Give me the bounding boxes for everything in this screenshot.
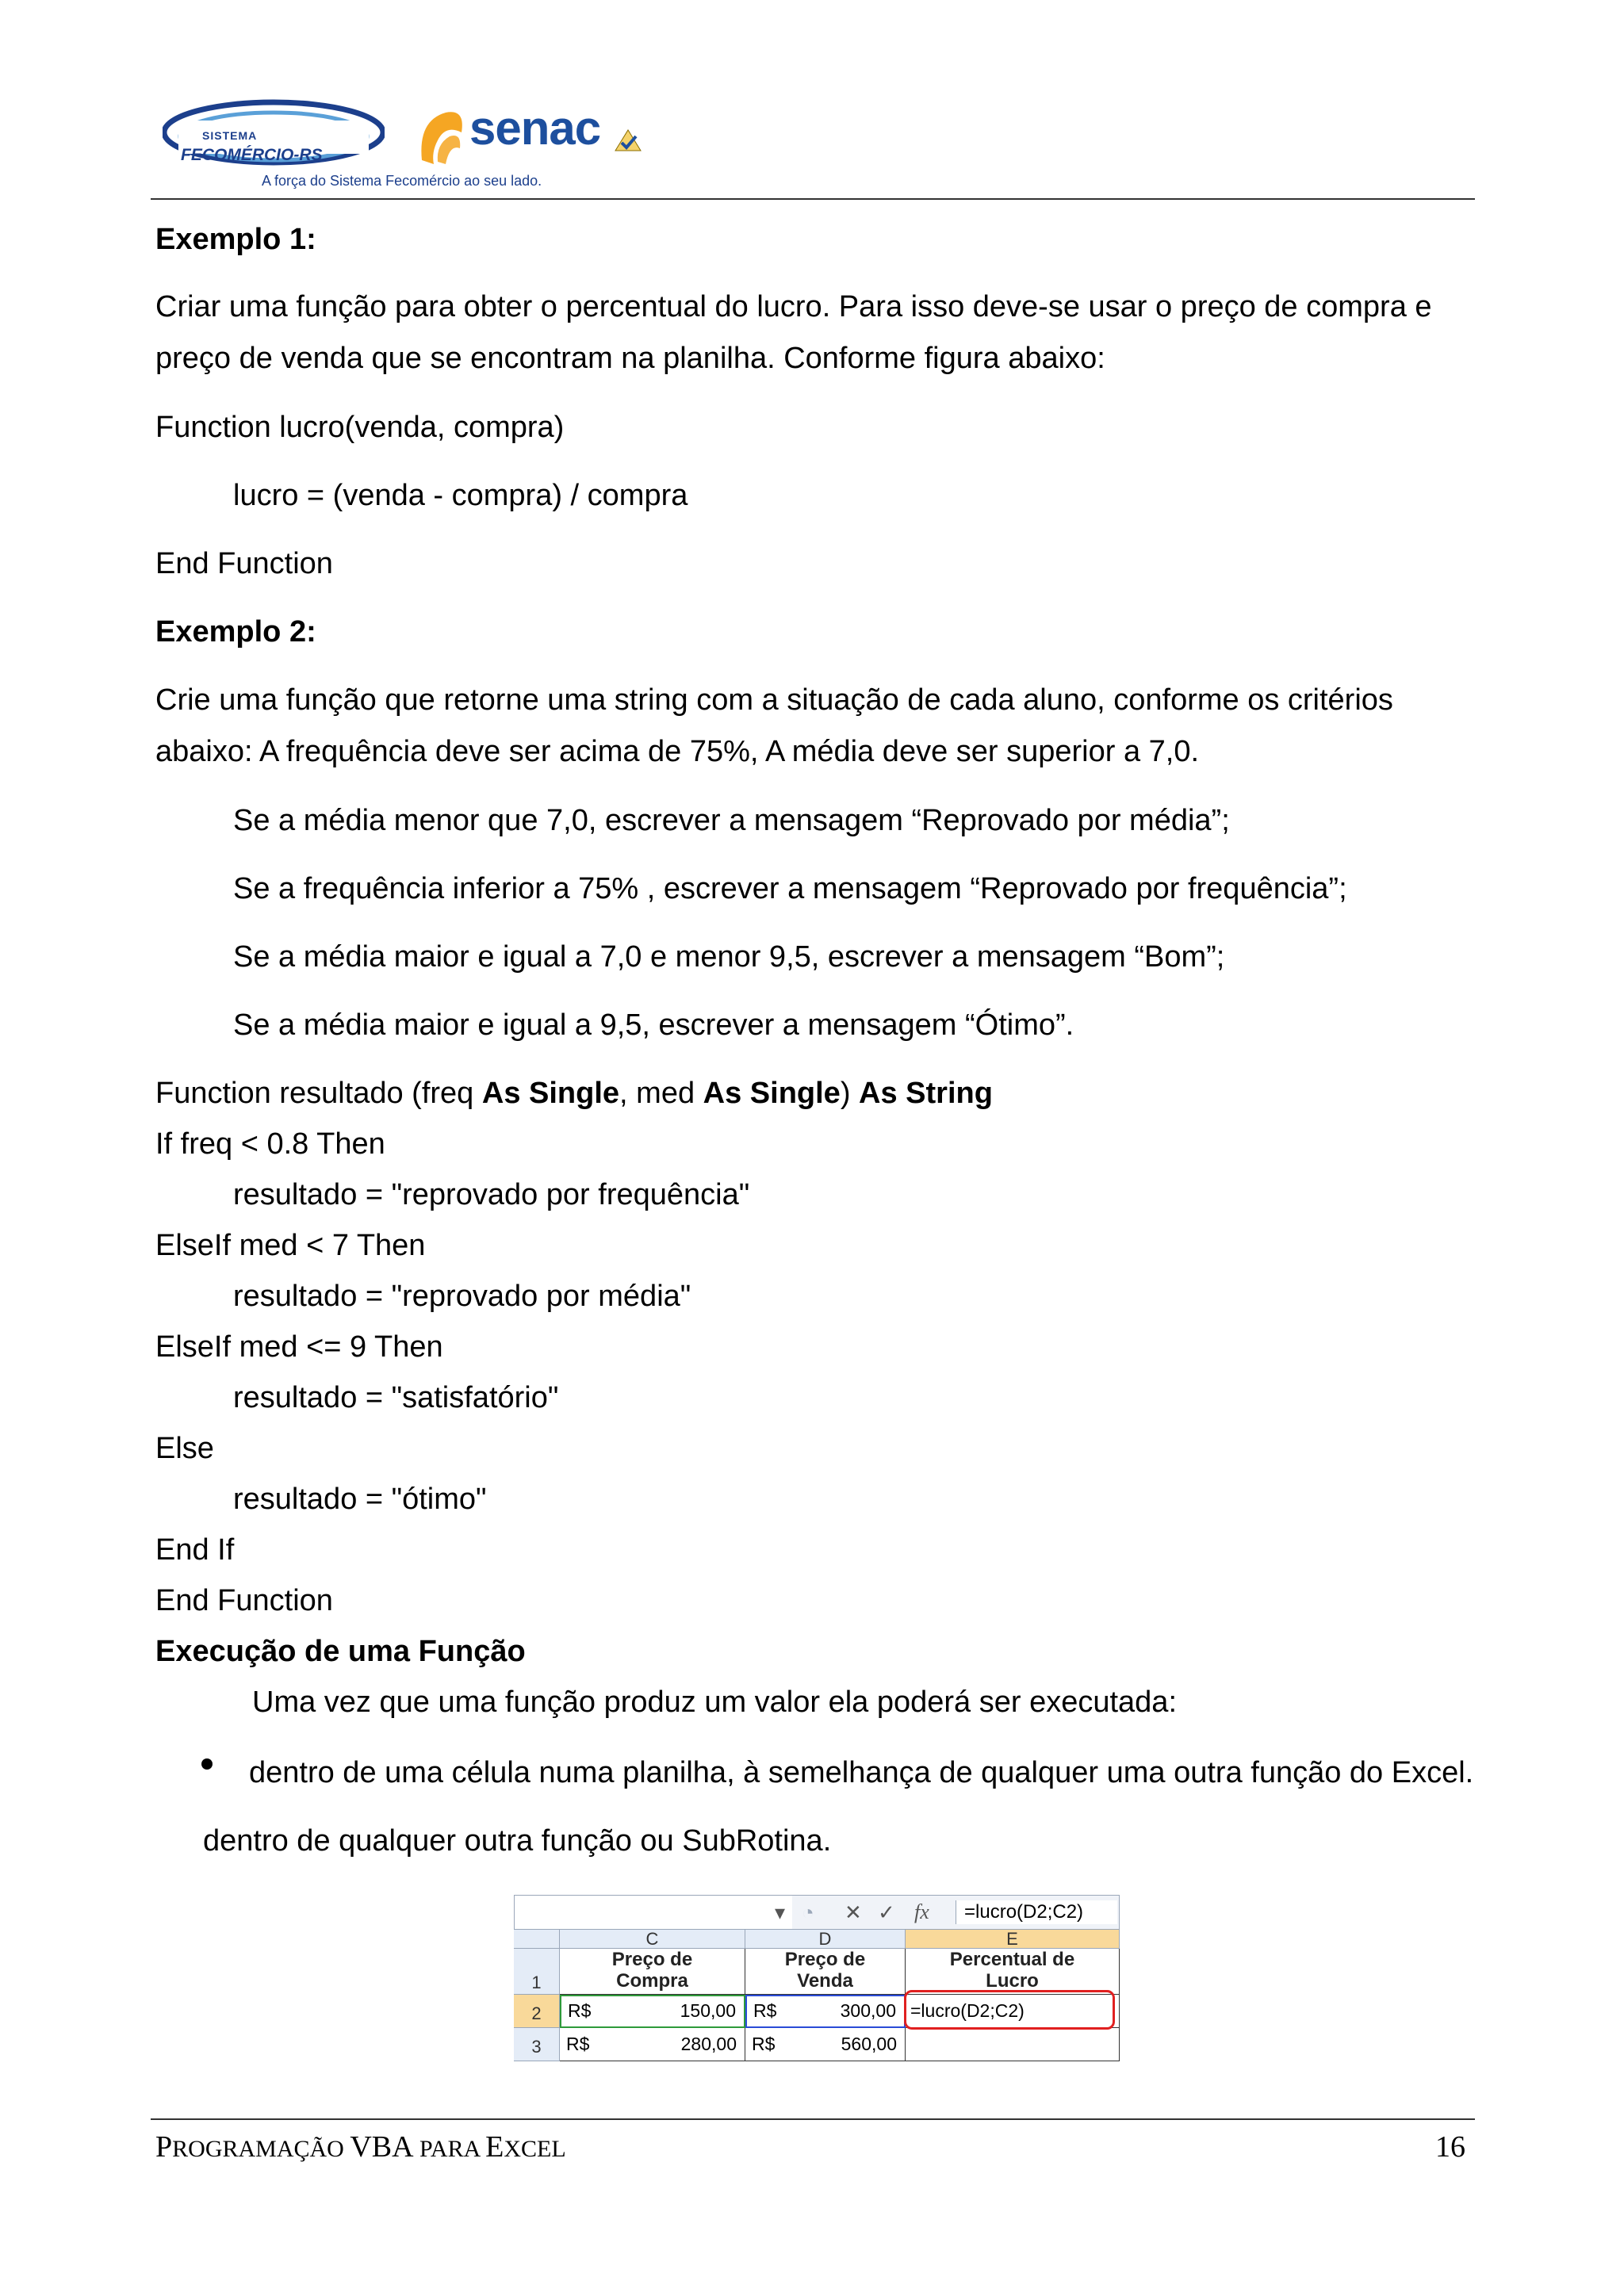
criterion-1: Se a média menor que 7,0, escrever a mensagem “Reprovado por média”; bbox=[233, 804, 1230, 837]
formula-input[interactable]: =lucro(D2;C2) bbox=[956, 1900, 1117, 1924]
cancel-x-icon[interactable]: ✕ bbox=[845, 1900, 862, 1924]
column-header-e[interactable]: E bbox=[906, 1930, 1120, 1949]
cell-e1[interactable]: Percentual de Lucro bbox=[906, 1949, 1120, 1995]
footer-document-title: PROGRAMAÇÃO VBA PARA EXCEL bbox=[155, 2130, 566, 2164]
example2-paragraph-line1: Crie uma função que retorne uma string com a situação de cada aluno, conforme os critérios bbox=[155, 683, 1393, 717]
bullet-icon bbox=[201, 1758, 213, 1770]
code-line-5: ElseIf med <= 9 Then bbox=[155, 1330, 443, 1364]
formula-bar bbox=[514, 1895, 1120, 1930]
example1-paragraph-line1: Criar uma função para obter o percentual do lucro. Para isso deve-se usar o preço de compra e bbox=[155, 290, 1432, 323]
senac-seal-icon bbox=[612, 127, 644, 159]
example1-paragraph-line2: preço de venda que se encontram na planilha. Conforme figura abaixo: bbox=[155, 342, 1105, 375]
execution-title: Execução de uma Função bbox=[155, 1635, 526, 1668]
cell-d1[interactable]: Preço de Venda bbox=[745, 1949, 906, 1995]
cell-c2[interactable]: R$ 150,00 bbox=[560, 1995, 745, 2028]
code-line-4: resultado = "reprovado por média" bbox=[233, 1280, 691, 1313]
criterion-2: Se a frequência inferior a 75% , escrever a mensagem “Reprovado por frequência”; bbox=[233, 872, 1347, 905]
cell-c3[interactable]: R$ 280,00 bbox=[560, 2028, 745, 2061]
criterion-3: Se a média maior e igual a 7,0 e menor 9,5, escrever a mensagem “Bom”; bbox=[233, 940, 1225, 974]
fx-icon[interactable]: fx bbox=[914, 1900, 929, 1923]
code-line-6: resultado = "satisfatório" bbox=[233, 1381, 559, 1414]
fecomercio-logo bbox=[163, 97, 385, 184]
senac-emblem-icon bbox=[414, 105, 469, 168]
example2-paragraph-line2: abaixo: A frequência deve ser acima de 75%, A média deve ser superior a 7,0. bbox=[155, 735, 1200, 768]
footer-rule bbox=[151, 2118, 1475, 2120]
code-line-9: End If bbox=[155, 1533, 235, 1567]
example1-code-line3: End Function bbox=[155, 547, 333, 580]
cell-d3[interactable]: R$ 560,00 bbox=[745, 2028, 906, 2061]
excel-screenshot bbox=[514, 1895, 1120, 2066]
fecomercio-name: FECOMÉRCIO-RS bbox=[181, 146, 323, 164]
cell-c1[interactable]: Preço de Compra bbox=[560, 1949, 745, 1995]
criterion-4: Se a média maior e igual a 9,5, escrever a mensagem “Ótimo”. bbox=[233, 1008, 1074, 1042]
column-header-c[interactable]: C bbox=[560, 1930, 745, 1949]
circle-icon: ◔ bbox=[802, 1900, 814, 1924]
row-header-3[interactable]: 3 bbox=[514, 2028, 560, 2061]
dropdown-arrow-icon[interactable]: ▾ bbox=[775, 1900, 786, 1924]
example1-code-line2: lucro = (venda - compra) / compra bbox=[233, 479, 688, 512]
column-header-d[interactable]: D bbox=[745, 1930, 906, 1949]
list-line-2: dentro de qualquer outra função ou SubRotina. bbox=[203, 1824, 832, 1858]
fecomercio-sistema: SISTEMA bbox=[202, 129, 258, 142]
row-header-1[interactable]: 1 bbox=[514, 1949, 560, 1995]
bullet-item-1: dentro de uma célula numa planilha, à semelhança de qualquer uma outra função do Excel. bbox=[249, 1756, 1474, 1789]
code-function-signature: Function resultado (freq As Single, med As Single) As String bbox=[155, 1077, 993, 1110]
page-number: 16 bbox=[1435, 2130, 1465, 2164]
row-header-2[interactable]: 2 bbox=[514, 1995, 560, 2028]
name-box[interactable] bbox=[515, 1896, 792, 1929]
code-line-10: End Function bbox=[155, 1584, 333, 1617]
cell-e2-active[interactable]: =lucro(D2;C2) bbox=[906, 1995, 1120, 2028]
formula-highlight-ring bbox=[904, 1990, 1115, 2030]
code-line-1: If freq < 0.8 Then bbox=[155, 1127, 385, 1161]
select-all-corner[interactable] bbox=[514, 1930, 560, 1949]
code-line-7: Else bbox=[155, 1432, 214, 1465]
code-line-8: resultado = "ótimo" bbox=[233, 1483, 487, 1516]
code-line-2: resultado = "reprovado por frequência" bbox=[233, 1178, 750, 1211]
example2-title: Exemplo 2: bbox=[155, 615, 316, 649]
senac-wordmark: senac bbox=[469, 101, 601, 155]
fecomercio-tagline: A força do Sistema Fecomércio ao seu lado. bbox=[262, 173, 542, 189]
header-rule bbox=[151, 198, 1475, 200]
enter-check-icon[interactable]: ✓ bbox=[878, 1900, 895, 1924]
example1-title: Exemplo 1: bbox=[155, 223, 316, 256]
example1-code-line1: Function lucro(venda, compra) bbox=[155, 411, 565, 444]
code-line-3: ElseIf med < 7 Then bbox=[155, 1229, 426, 1262]
execution-paragraph: Uma vez que uma função produz um valor ela poderá ser executada: bbox=[252, 1686, 1177, 1719]
cell-e3[interactable] bbox=[906, 2028, 1120, 2061]
cell-d2[interactable]: R$ 300,00 bbox=[745, 1995, 906, 2028]
